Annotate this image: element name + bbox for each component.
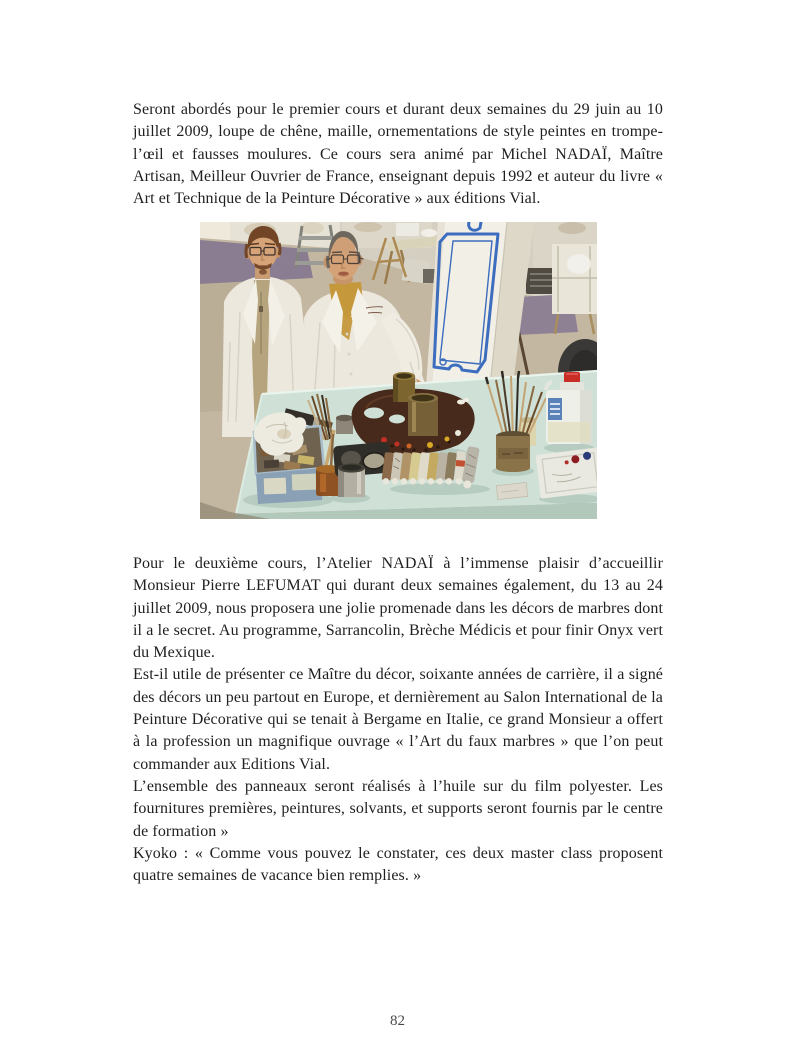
white-card — [496, 482, 527, 499]
paragraph-materials: L’ensemble des panneaux seront réalisés à l’huile sur du film polyester. Les fournitures premières, peintures, solvants, et supports seront fournis par le centre de formation » — [133, 777, 663, 840]
second-text-block — [133, 553, 663, 887]
white-palette — [536, 447, 597, 498]
paragraph-first-course: Seront abordés pour le premier cours et durant deux semaines du 29 juin au 10 juillet 2009, loupe de chêne, maille, ornementations de style peintes en trompe-l’œil et fausses moulures. Ce cours sera animé par Michel NADAÏ, Maître Artisan, Meilleur Ouvrier de France, enseignant depuis 1992 et auteur du livre « Art et Technique de la Peinture Décorative » aux éditions Vial. — [133, 101, 663, 208]
workshop-photo-scene — [200, 222, 597, 519]
paragraph-second-course: Pour le deuxième cours, l’Atelier NADAÏ à l’immense plaisir d’accueillir Monsieur Pierre LEFUMAT qui durant deux semaines également, du 13 au 24 juillet 2009, nous proposera une jolie promenade dans les décors de marbres dont il a le secret. Au programme, Sarrancolin, Brèche Médicis et pour finir Onyx vert du Mexique. — [133, 555, 663, 662]
page-number: 82 — [390, 1013, 405, 1029]
paragraph-lefumat-career: Est-il utile de présenter ce Maître du décor, soixante années de carrière, il a signé des décors un peu partout en Europe, et dernièrement au Salon International de la Peinture Décorative qui se tenait à Bergame en Italie, ce grand Monsieur a offert à la profession un magnifique ouvrage « l’Art du faux marbres » que l’on peut commander aux Editions Vial. — [133, 666, 663, 773]
workshop-photo — [200, 222, 597, 519]
large-can — [408, 393, 438, 436]
paragraph-kyoko-quote: Kyoko : « Comme vous pouvez le constater, ces deux master class proposent quatre semaines de vacance bien remplies. » — [133, 844, 663, 885]
small-can — [336, 415, 353, 434]
silver-can — [338, 463, 365, 497]
